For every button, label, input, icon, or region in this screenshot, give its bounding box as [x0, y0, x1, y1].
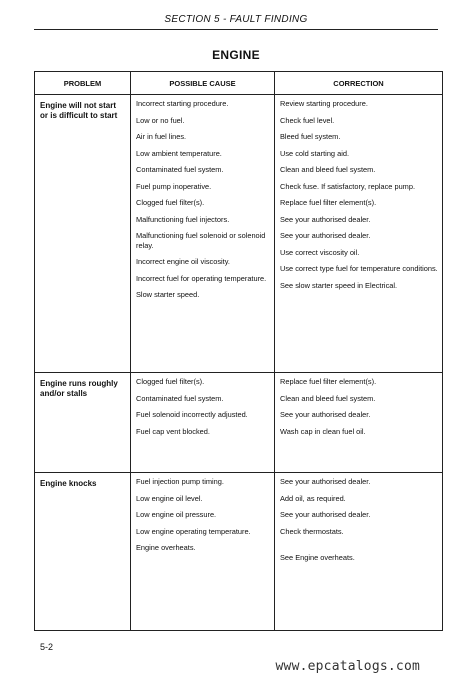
corrections-cell [275, 373, 443, 473]
cause-item: Malfunctioning fuel injectors. [136, 214, 230, 224]
causes-cell [131, 473, 275, 631]
page-title: ENGINE [212, 48, 260, 62]
table-row [35, 373, 443, 473]
correction-item: Clean and bleed fuel system. [280, 165, 376, 174]
correction-item: See your authorised dealer. [280, 410, 371, 419]
table-row [35, 95, 443, 373]
correction-item: Clean and bleed fuel system. [280, 393, 376, 403]
column-header-problem: PROBLEM [35, 72, 131, 95]
cause-item: Fuel cap vent blocked. [136, 426, 210, 436]
correction-item: See your authorised dealer. [280, 510, 371, 519]
correction-item: Check fuel level. [280, 115, 335, 125]
cause-item: Clogged fuel filter(s). [136, 377, 205, 386]
correction-item: See your authorised dealer. [280, 477, 371, 486]
correction-item: Check fuse. If satisfactory, replace pump. [280, 181, 416, 191]
table-row [35, 473, 443, 631]
correction-item: Replace fuel filter element(s). [280, 377, 377, 386]
problem-cell: Engine runs roughly and/or stalls [35, 373, 131, 473]
causes-cell [131, 95, 275, 373]
cause-item: Engine overheats. [136, 543, 196, 552]
page-number: 5-2 [40, 642, 54, 652]
correction-item: Replace fuel filter element(s). [280, 198, 377, 207]
section-header: SECTION 5 - FAULT FINDING [164, 14, 308, 25]
cause-item: Incorrect starting procedure. [136, 99, 229, 108]
header-rule [34, 29, 438, 30]
cause-item: Low ambient temperature. [136, 148, 222, 158]
correction-item: Bleed fuel system. [280, 132, 341, 141]
correction-item: See Engine overheats. [280, 553, 355, 562]
correction-item: Check thermostats. [280, 526, 344, 536]
corrections-cell [275, 473, 443, 631]
correction-item: See your authorised dealer. [280, 214, 371, 224]
column-header-correction: CORRECTION [275, 72, 443, 95]
table-header-row [35, 72, 443, 95]
cause-item: Low engine oil level. [136, 493, 203, 503]
correction-item: Add oil, as required. [280, 493, 346, 503]
correction-item: See slow starter speed in Electrical. [280, 280, 398, 290]
cause-item: Low engine operating temperature. [136, 526, 251, 536]
cause-item: Low engine oil pressure. [136, 510, 217, 519]
cause-item: Slow starter speed. [136, 290, 200, 299]
cause-item: Fuel pump inoperative. [136, 181, 212, 191]
correction-item: Use cold starting aid. [280, 148, 350, 158]
correction-item: Use correct type fuel for temperature conditions. [280, 264, 438, 273]
fault-finding-table [34, 71, 443, 631]
corrections-cell [275, 95, 443, 373]
correction-item: Use correct viscosity oil. [280, 247, 360, 257]
causes-cell [131, 373, 275, 473]
column-header-possible-cause: POSSIBLE CAUSE [131, 72, 275, 95]
cause-item: Incorrect engine oil viscosity. [136, 257, 230, 266]
cause-item: Fuel solenoid incorrectly adjusted. [136, 410, 248, 419]
cause-item: Fuel injection pump timing. [136, 477, 224, 486]
cause-item: Contaminated fuel system. [136, 165, 224, 174]
watermark: www.epcatalogs.com [275, 659, 420, 674]
cause-item: Low or no fuel. [136, 115, 185, 125]
correction-item: See your authorised dealer. [280, 231, 371, 240]
correction-item: Wash cap in clean fuel oil. [280, 426, 366, 436]
cause-item: Malfunctioning fuel solenoid or solenoid relay. [136, 231, 266, 250]
problem-cell: Engine knocks [35, 473, 131, 631]
cause-item: Contaminated fuel system. [136, 393, 224, 403]
cause-item: Incorrect fuel for operating temperature. [136, 273, 267, 283]
cause-item: Clogged fuel filter(s). [136, 198, 205, 207]
correction-item: Review starting procedure. [280, 99, 368, 108]
cause-item: Air in fuel lines. [136, 132, 187, 141]
problem-cell: Engine will not start or is difficult to start [35, 95, 131, 373]
